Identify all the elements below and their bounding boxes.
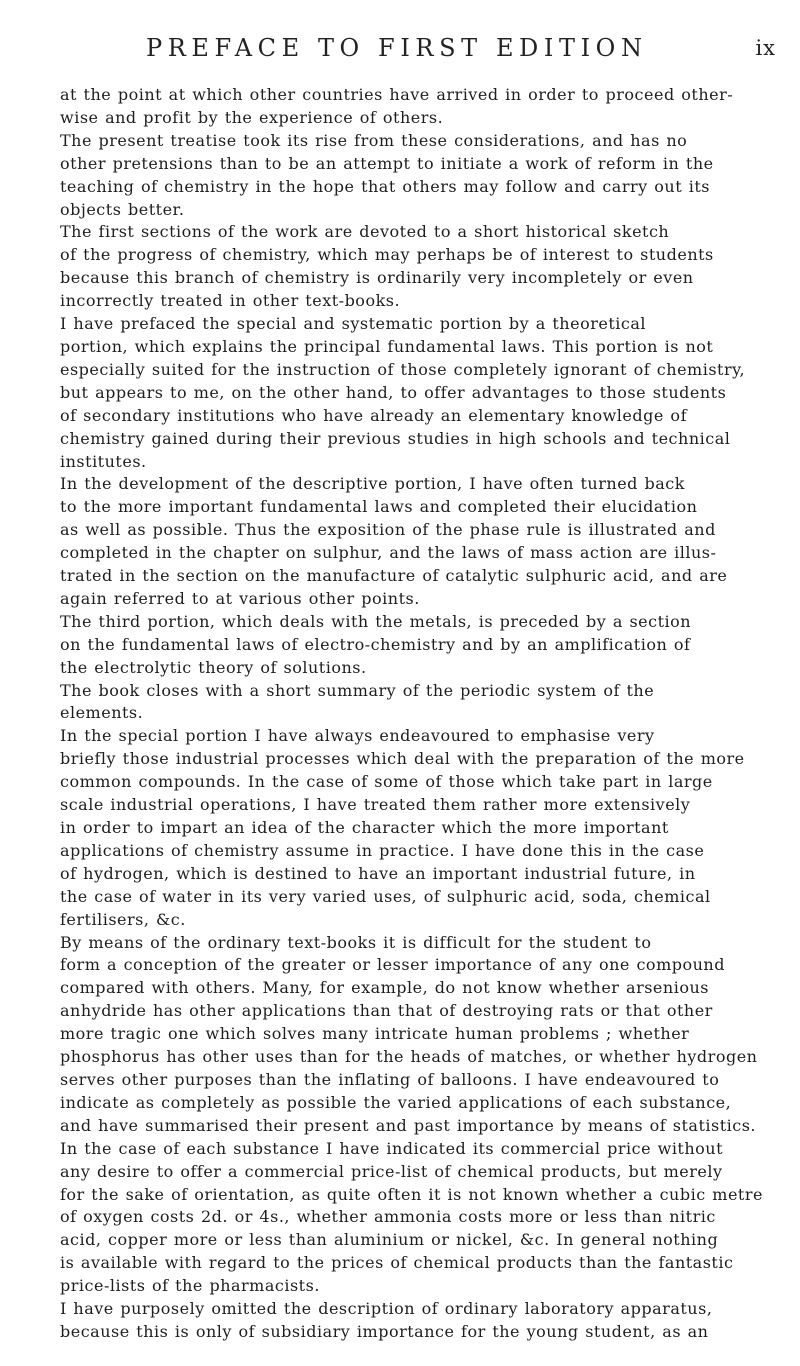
text-line: briefly those industrial processes which deal with the preparation of the more [60,749,745,769]
text-line: incorrectly treated in other text-books. [60,291,401,311]
text-line: of the progress of chemistry, which may perhaps be of interest to students [60,245,714,265]
text-line: completed in the chapter on sulphur, and the laws of mass action are illus- [60,543,717,563]
text-line: elements. [60,703,144,723]
text-line: of oxygen costs 2d. or 4s., whether ammonia costs more or less than nitric [60,1207,716,1227]
running-head [60,20,780,80]
page-number: ix [755,36,776,60]
body-text [60,84,782,1344]
text-line: phosphorus has other uses than for the heads of matches, or whether hydrogen [60,1047,758,1067]
text-line: especially suited for the instruction of those completely ignorant of chemistry, [60,359,746,379]
text-line: The present treatise took its rise from these considerations, and has no [60,130,688,150]
text-line: institutes. [60,451,147,471]
text-line: the electrolytic theory of solutions. [60,657,367,677]
text-line: I have purposely omitted the description of ordinary laboratory apparatus, [60,1299,713,1319]
text-line: chemistry gained during their previous studies in high schools and technical [60,428,731,448]
text-line: serves other purposes than the inflating of balloons. I have endeavoured to [60,1069,720,1089]
text-line: more tragic one which solves many intricate human problems ; whether [60,1024,690,1044]
text-line: teaching of chemistry in the hope that others may follow and carry out its [60,176,710,196]
text-line: trated in the section on the manufacture of catalytic sulphuric acid, and are [60,566,728,586]
text-line: form a conception of the greater or lesser importance of any one compound [60,955,725,975]
text-line: again referred to at various other points. [60,588,420,608]
text-line: for the sake of orientation, as quite often it is not known whether a cubic metre [60,1184,763,1204]
text-line: as well as possible. Thus the exposition of the phase rule is illustrated and [60,520,716,540]
text-line: any desire to offer a commercial price-list of chemical products, but merely [60,1161,723,1181]
text-line: acid, copper more or less than aluminium or nickel, &c. In general nothing [60,1230,719,1250]
text-line: of secondary institutions who have already an elementary knowledge of [60,405,687,425]
text-line: I have prefaced the special and systematic portion by a theoretical [60,314,646,334]
text-line: the case of water in its very varied uses, of sulphuric acid, soda, chemical [60,886,711,906]
text-line: scale industrial operations, I have treated them rather more extensively [60,795,691,815]
text-line: because this branch of chemistry is ordinarily very incompletely or even [60,268,694,288]
text-line: but appears to me, on the other hand, to offer advantages to those students [60,382,727,402]
text-line: indicate as completely as possible the varied applications of each substance, [60,1092,732,1112]
text-line: portion, which explains the principal fundamental laws. This portion is not [60,336,714,356]
text-line: because this is only of subsidiary importance for the young student, as an [60,1321,709,1341]
text-line: common compounds. In the case of some of those which take part in large [60,772,713,792]
text-line: is available with regard to the prices of chemical products than the fantastic [60,1253,734,1273]
text-line: to the more important fundamental laws and completed their elucidation [60,497,698,517]
text-line: of hydrogen, which is destined to have an important industrial future, in [60,863,696,883]
text-line: anhydride has other applications than that of destroying rats or that other [60,1001,713,1021]
text-line: compared with others. Many, for example, do not know whether arsenious [60,978,709,998]
text-line: The book closes with a short summary of the periodic system of the [60,680,655,700]
text-line: applications of chemistry assume in practice. I have done this in the case [60,840,705,860]
text-line: wise and profit by the experience of others. [60,107,444,127]
text-line: price-lists of the pharmacists. [60,1276,320,1296]
text-line: in order to impart an idea of the character which the more important [60,818,669,837]
text-line: In the development of the descriptive portion, I have often turned back [60,474,685,494]
page-title: PREFACE TO FIRST EDITION [146,34,648,62]
text-line: other pretensions than to be an attempt to initiate a work of reform in the [60,153,714,173]
text-line: and have summarised their present and past importance by means of statistics. [60,1115,757,1135]
text-line: The first sections of the work are devoted to a short historical sketch [60,222,670,242]
text-line: In the special portion I have always endeavoured to emphasise very [60,726,655,746]
text-line: In the case of each substance I have indicated its commercial price without [60,1138,724,1158]
text-line: The third portion, which deals with the metals, is preceded by a section [60,611,692,631]
text-line: By means of the ordinary text-books it is difficult for the student to [60,932,652,952]
text-line: fertilisers, &c. [60,909,186,929]
text-line: at the point at which other countries have arrived in order to proceed other- [60,85,734,104]
text-line: objects better. [60,199,185,219]
text-line: on the fundamental laws of electro-chemistry and by an amplification of [60,634,691,654]
